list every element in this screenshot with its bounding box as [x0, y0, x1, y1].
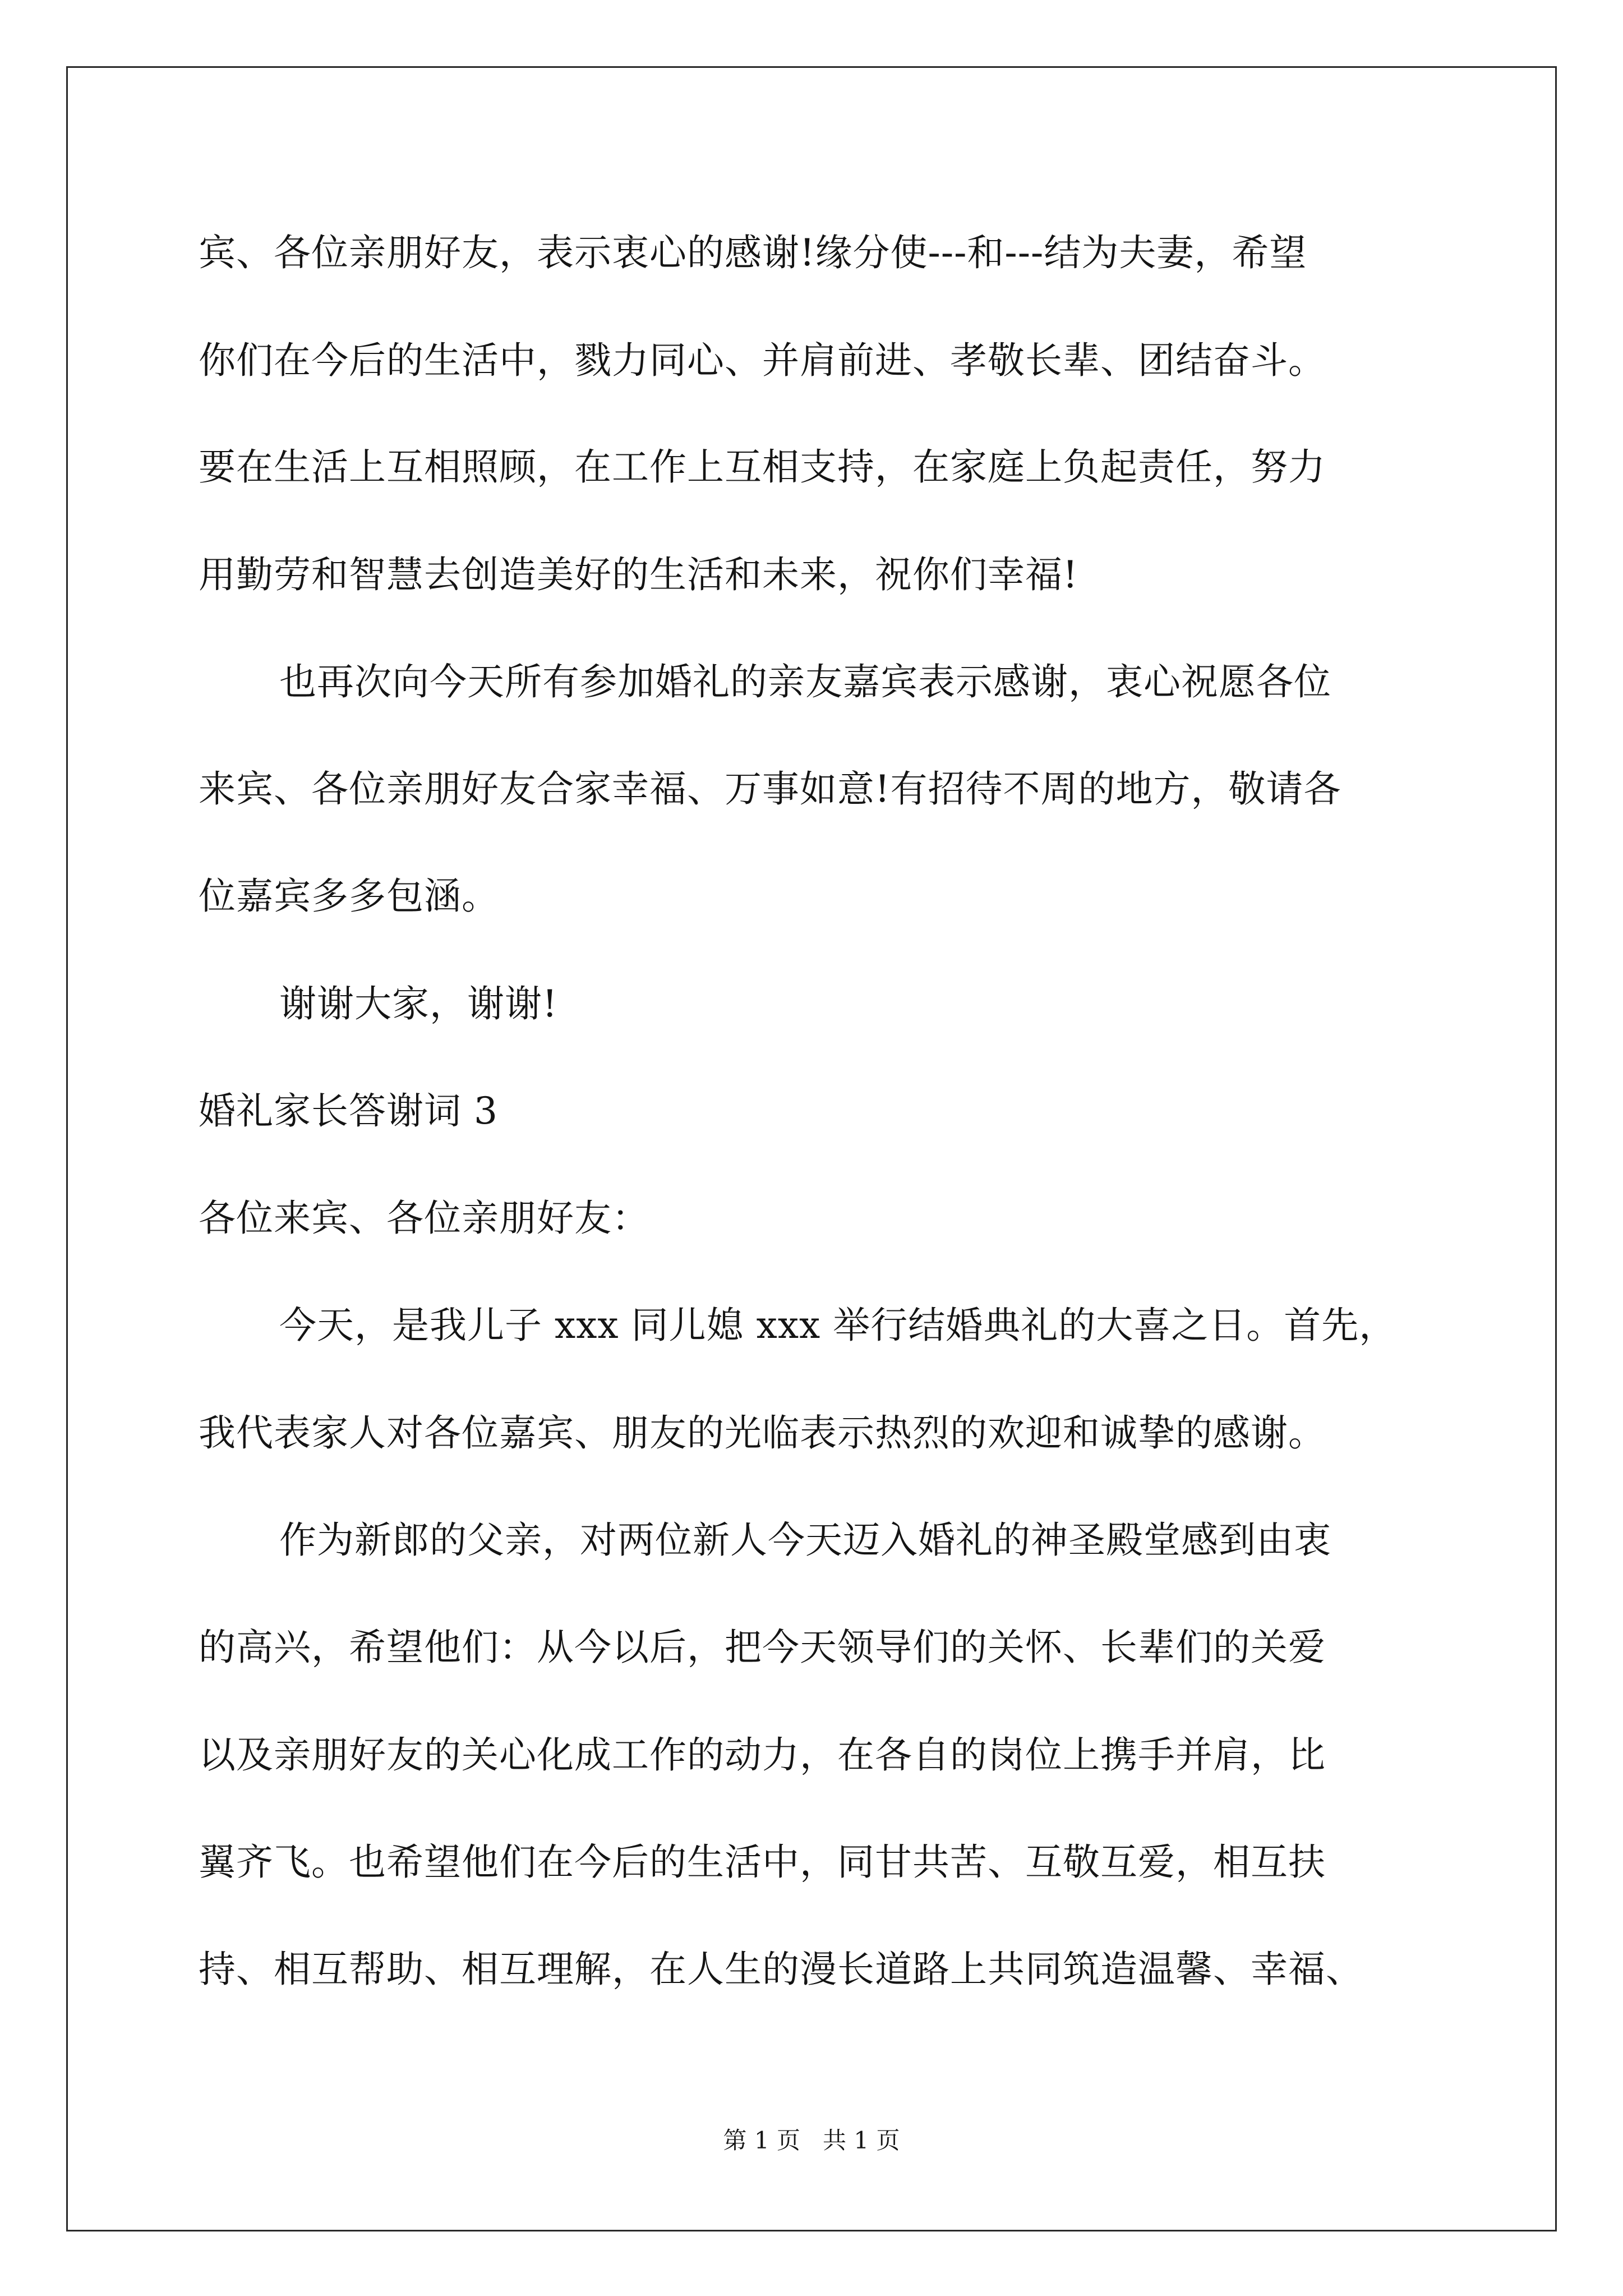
paragraph-line: 以及亲朋好友的关心化成工作的动力，在各自的岗位上携手并肩，比	[199, 1733, 1326, 1777]
paragraph-line: 你们在今后的生活中，戮力同心、并肩前进、孝敬长辈、团结奋斗。	[199, 339, 1326, 382]
paragraph-line: 今天，是我儿子 xxx 同儿媳 xxx 举行结婚典礼的大喜之日。首先，	[279, 1304, 1397, 1347]
paragraph-line: 的高兴，希望他们：从今以后，把今天领导们的关怀、长辈们的关爱	[199, 1626, 1326, 1669]
paragraph-line: 持、相互帮助、相互理解，在人生的漫长道路上共同筑造温馨、幸福、	[199, 1948, 1363, 1991]
paragraph-line: 谢谢大家，谢谢!	[279, 982, 558, 1025]
salutation: 各位来宾、各位亲朋好友：	[199, 1197, 649, 1240]
section-heading: 婚礼家长答谢词 3	[199, 1089, 498, 1133]
paragraph-line: 要在生活上互相照顾，在工作上互相支持，在家庭上负起责任，努力	[199, 445, 1326, 489]
paragraph-line: 来宾、各位亲朋好友合家幸福、万事如意!有招待不周的地方，敬请各	[199, 767, 1341, 811]
paragraph-line: 我代表家人对各位嘉宾、朋友的光临表示热烈的欢迎和诚挚的感谢。	[199, 1411, 1326, 1455]
paragraph-line: 位嘉宾多多包涵。	[199, 875, 499, 918]
paragraph-line: 用勤劳和智慧去创造美好的生活和未来，祝你们幸福!	[199, 553, 1078, 596]
page-border	[66, 66, 1557, 2231]
paragraph-line: 也再次向今天所有参加婚礼的亲友嘉宾表示感谢，衷心祝愿各位	[279, 660, 1331, 703]
page-number-footer: 第 1 页 共 1 页	[723, 2127, 900, 2154]
paragraph-line: 作为新郎的父亲，对两位新人今天迈入婚礼的神圣殿堂感到由衷	[279, 1519, 1331, 1562]
paragraph-line: 翼齐飞。也希望他们在今后的生活中，同甘共苦、互敬互爱，相互扶	[199, 1841, 1326, 1884]
paragraph-line: 宾、各位亲朋好友，表示衷心的感谢!缘分使---和---结为夫妻，希望	[199, 231, 1307, 274]
